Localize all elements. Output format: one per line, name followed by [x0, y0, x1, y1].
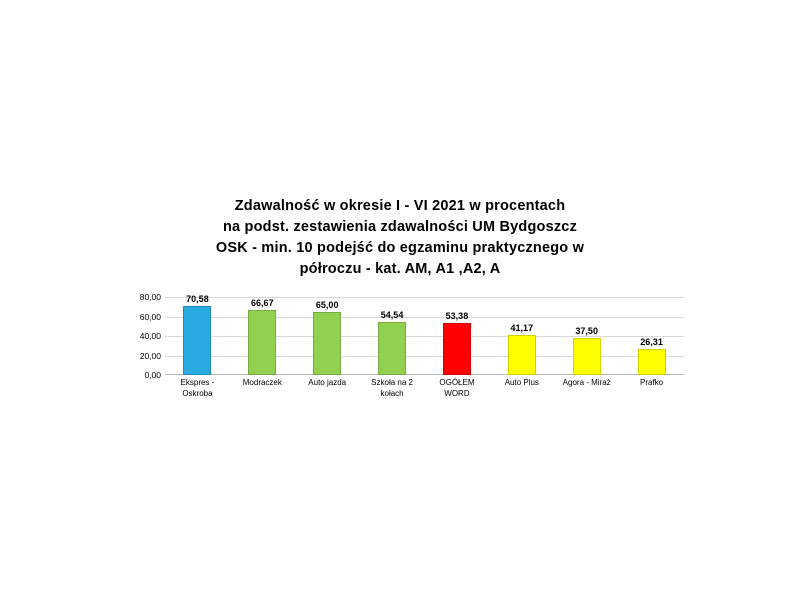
- bar-slot: [489, 297, 554, 375]
- bar-slot: [360, 297, 425, 375]
- x-axis-category-line: Szkoła na 2: [371, 378, 413, 387]
- bar-value-label: 66,67: [251, 298, 274, 308]
- x-axis-category-label: [425, 377, 490, 399]
- y-axis-tick-label: 80,00: [139, 292, 161, 302]
- chart-title-line-1: Zdawalność w okresie I - VI 2021 w procentach: [234, 198, 566, 214]
- x-axis-category-line: Auto Plus: [504, 378, 539, 387]
- bar-value-label: 70,58: [186, 294, 209, 305]
- bar-value-label: 65,00: [315, 299, 339, 310]
- bar: [508, 335, 536, 375]
- bar-slot: [165, 294, 230, 375]
- chart-title: [120, 196, 680, 280]
- bar-value-label: 53,38: [445, 310, 469, 321]
- bar: [638, 349, 666, 375]
- bar-slot: [230, 297, 295, 375]
- chart-title-line-3: OSK - min. 10 podejść do egzaminu praktycznego w: [215, 240, 585, 257]
- chart-title-line-2: na podst. zestawienia zdawalności UM Bydgoszcz: [222, 219, 578, 236]
- bar-slot: [295, 297, 360, 375]
- bar-value-label: 41,17: [510, 322, 534, 333]
- x-axis-category-line: Ekspres -: [180, 378, 215, 387]
- y-axis-tick-label: 60,00: [139, 311, 161, 322]
- y-axis-tick-label: 20,00: [139, 350, 161, 361]
- x-axis-category-label: [295, 377, 360, 399]
- x-axis-category-label: [230, 377, 295, 399]
- bar: [183, 306, 211, 375]
- y-axis-tick-label: 0,00: [144, 370, 161, 380]
- x-axis-category-line: Auto jazda: [308, 378, 347, 387]
- bar: [248, 310, 276, 375]
- bar-slot: [425, 297, 490, 375]
- x-axis-category-line: kołach: [380, 389, 404, 398]
- x-axis-category-line: Prafko: [640, 378, 664, 387]
- bar: [313, 312, 341, 375]
- bar: [443, 323, 471, 375]
- bar-slot: [554, 297, 619, 375]
- x-axis-category-label: [489, 377, 554, 399]
- bar-value-label: 54,54: [380, 309, 404, 320]
- bar: [378, 322, 406, 375]
- x-axis-category-line: Oskroba: [182, 389, 213, 398]
- chart-title-line-4: półroczu - kat. AM, A1 ,A2, A: [299, 261, 501, 278]
- x-axis-category-label: [619, 377, 684, 399]
- bar-slot: [619, 297, 684, 375]
- bar-value-label: 26,31: [640, 337, 663, 348]
- y-axis: [125, 291, 161, 381]
- x-axis-category-line: Agora - Miraż: [562, 378, 611, 387]
- x-axis-category-label: [360, 377, 425, 399]
- bar-series: [165, 294, 684, 375]
- x-axis-category-label: [554, 377, 619, 399]
- x-axis-category-line: Modraczek: [242, 378, 282, 387]
- x-axis-category-line: OGÓŁEM: [439, 378, 475, 387]
- bar: [573, 338, 601, 375]
- x-axis-category-line: WORD: [444, 389, 470, 398]
- y-axis-tick-label: 40,00: [139, 331, 161, 341]
- bar-value-label: 37,50: [575, 326, 598, 337]
- x-axis: [165, 377, 684, 399]
- x-axis-category-label: [165, 377, 230, 399]
